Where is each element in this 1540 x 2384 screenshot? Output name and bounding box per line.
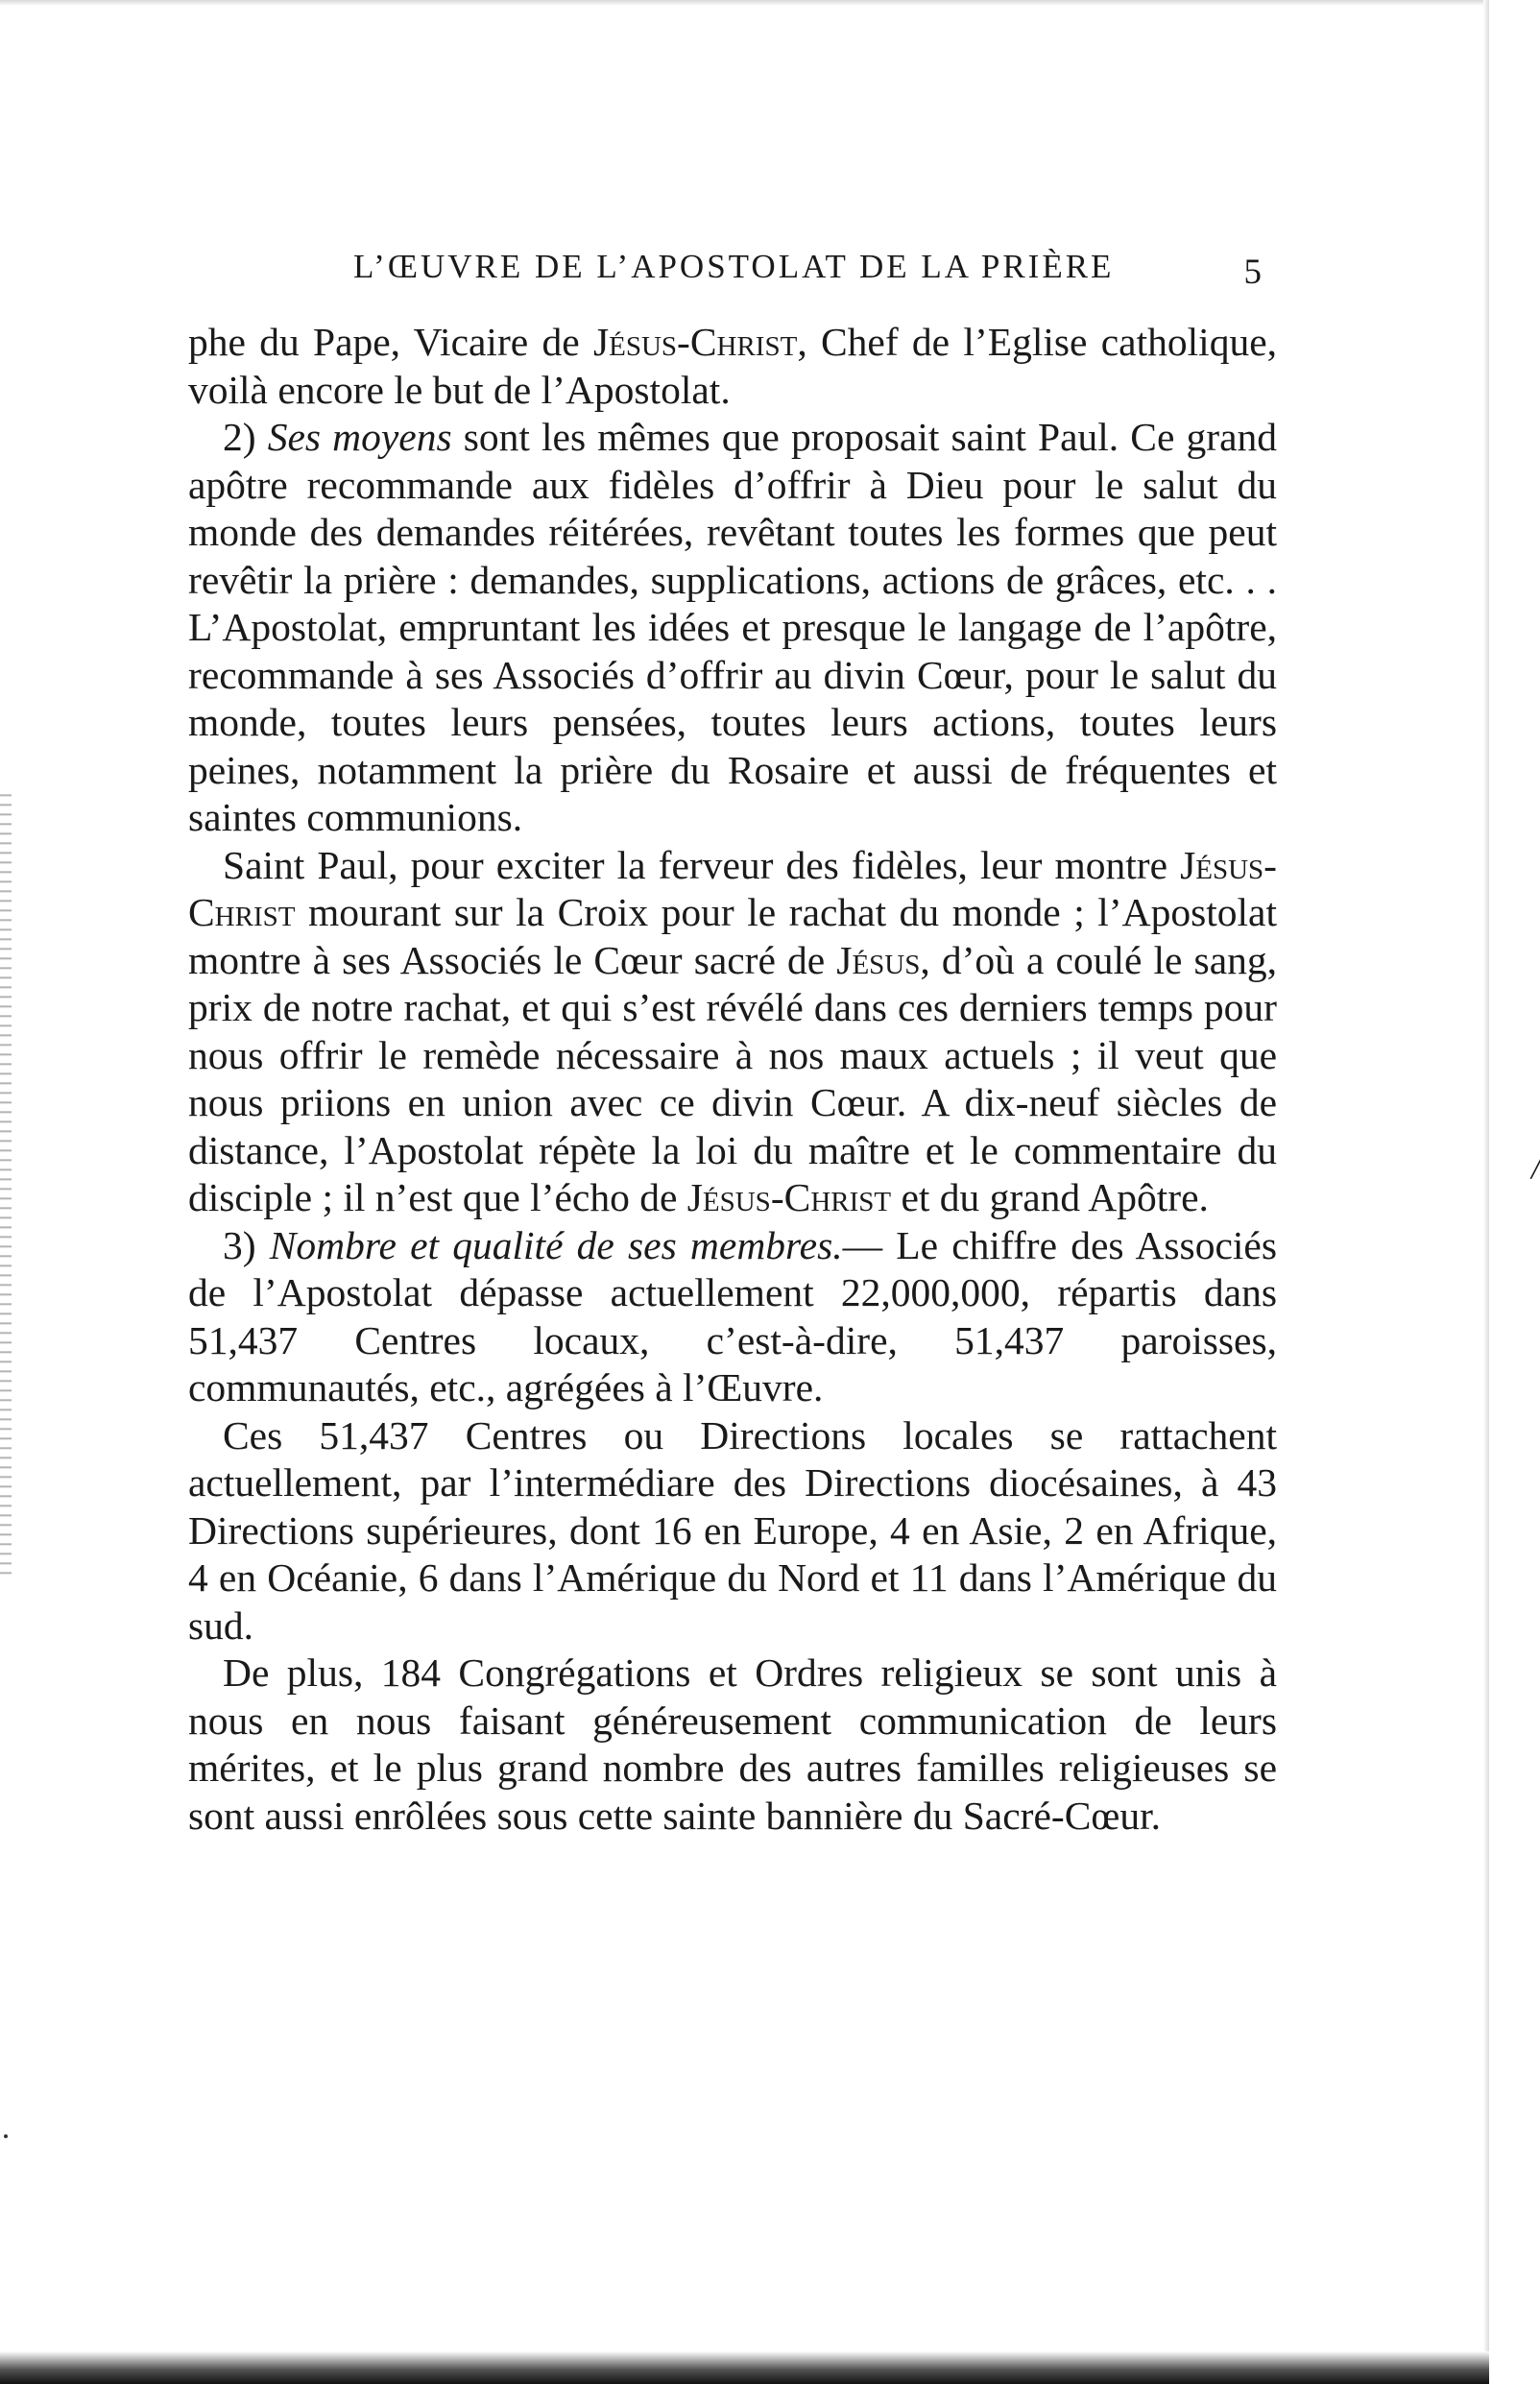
text-run: mourant sur la Croix pour le rachat du monde ; l’Apostolat montre à ses Associés le Cœur sacré de <box>188 890 1277 982</box>
small-caps-name: Jésus-Christ <box>686 1175 892 1219</box>
text-run: 3) <box>223 1222 270 1267</box>
body-text <box>188 319 1277 1840</box>
stray-dot <box>4 2134 8 2138</box>
text-run: Saint Paul, pour exciter la ferveur des fidèles, leur montre <box>223 842 1181 887</box>
text-run: Ces 51,437 Centres ou Directions locales se rattachent actuellement, par l’intermédiare des Directions diocésaines, à 43 Directions supérieures, dont 16 en Europe, 4 en Asie, 2 en Afrique, 4 en Océanie, 6 dans l’Amérique du Nord et 11 dans l’Amérique du sud. <box>188 1412 1277 1648</box>
text-run: et du grand Apôtre. <box>891 1175 1209 1219</box>
running-head <box>188 248 1277 300</box>
italic-phrase: Ses moyens <box>267 415 452 459</box>
paragraph <box>188 842 1277 1222</box>
small-caps-name: Jésus <box>836 937 921 982</box>
text-run: 2) <box>223 415 268 459</box>
small-caps-name: Jésus-Christ <box>188 842 1277 934</box>
text-run: sont les mêmes que proposait saint Paul. Ce grand apôtre recommande aux fidèles d’offrir à Dieu pour le salut du monde des demandes réitérées, revêtant toutes les formes que peut revêtir la prière : demandes, supplications, actions de grâces, etc. . . L’Apostolat, empruntant les idées et presque le langage de l’apôtre, recommande à ses Associés d’offrir au divin Cœur, pour le salut du monde, toutes leurs pensées, toutes leurs actions, toutes leurs peines, notamment la prière du Rosaire et aussi de fréquentes et saintes communions. <box>188 415 1278 839</box>
paragraph <box>188 1222 1277 1412</box>
text-run: , Chef de l’Eglise catholique, voilà encore le but de l’Apostolat. <box>188 320 1277 412</box>
book-page <box>188 248 1277 1840</box>
text-run: De plus, 184 Congrégations et Ordres religieux se sont unis à nous en nous faisant généreusement communication de leurs mérites, et le plus grand nombre des autres familles religieuses se sont aussi enrôlées sous cette sainte bannière du Sacré-Cœur. <box>188 1650 1277 1838</box>
margin-pencil-mark: / <box>1531 1150 1540 1186</box>
running-title: L’ŒUVRE DE L’APOSTOLAT DE LA PRIÈRE <box>353 248 1115 285</box>
paragraph <box>188 414 1277 842</box>
text-run: , d’où a coulé le sang, prix de notre rachat, et qui s’est révélé dans ces derniers temps pour nous offrir le remède nécessaire à nos maux actuels ; il veut que nous priions en union avec ce divin Cœur. A dix-neuf siècles de distance, l’Apostolat répète la loi du maître et le commentaire du disciple ; il n’est que l’écho de <box>188 937 1277 1219</box>
italic-phrase: Nombre et qualité de ses membres. <box>269 1222 843 1267</box>
paragraph <box>188 1412 1277 1650</box>
scan-edge-top <box>0 0 1489 6</box>
scan-edge-right <box>1483 0 1489 2384</box>
text-run: phe du Pape, Vicaire de <box>188 320 593 364</box>
text-run: — Le chiffre des Associés de l’Apostolat dépasse actuellement 22,000,000, répartis dans 51,437 Centres locaux, c’est-à-dire, 51,437 paroisses, communautés, etc., agrégées à l’Œuvre. <box>188 1222 1277 1409</box>
small-caps-name: Jésus-Christ <box>592 320 798 364</box>
scan-edge-bottom <box>0 2351 1489 2384</box>
paragraph <box>188 319 1277 414</box>
binding-specks <box>0 787 12 1575</box>
page-number: 5 <box>1243 253 1262 292</box>
paragraph <box>188 1650 1277 1840</box>
